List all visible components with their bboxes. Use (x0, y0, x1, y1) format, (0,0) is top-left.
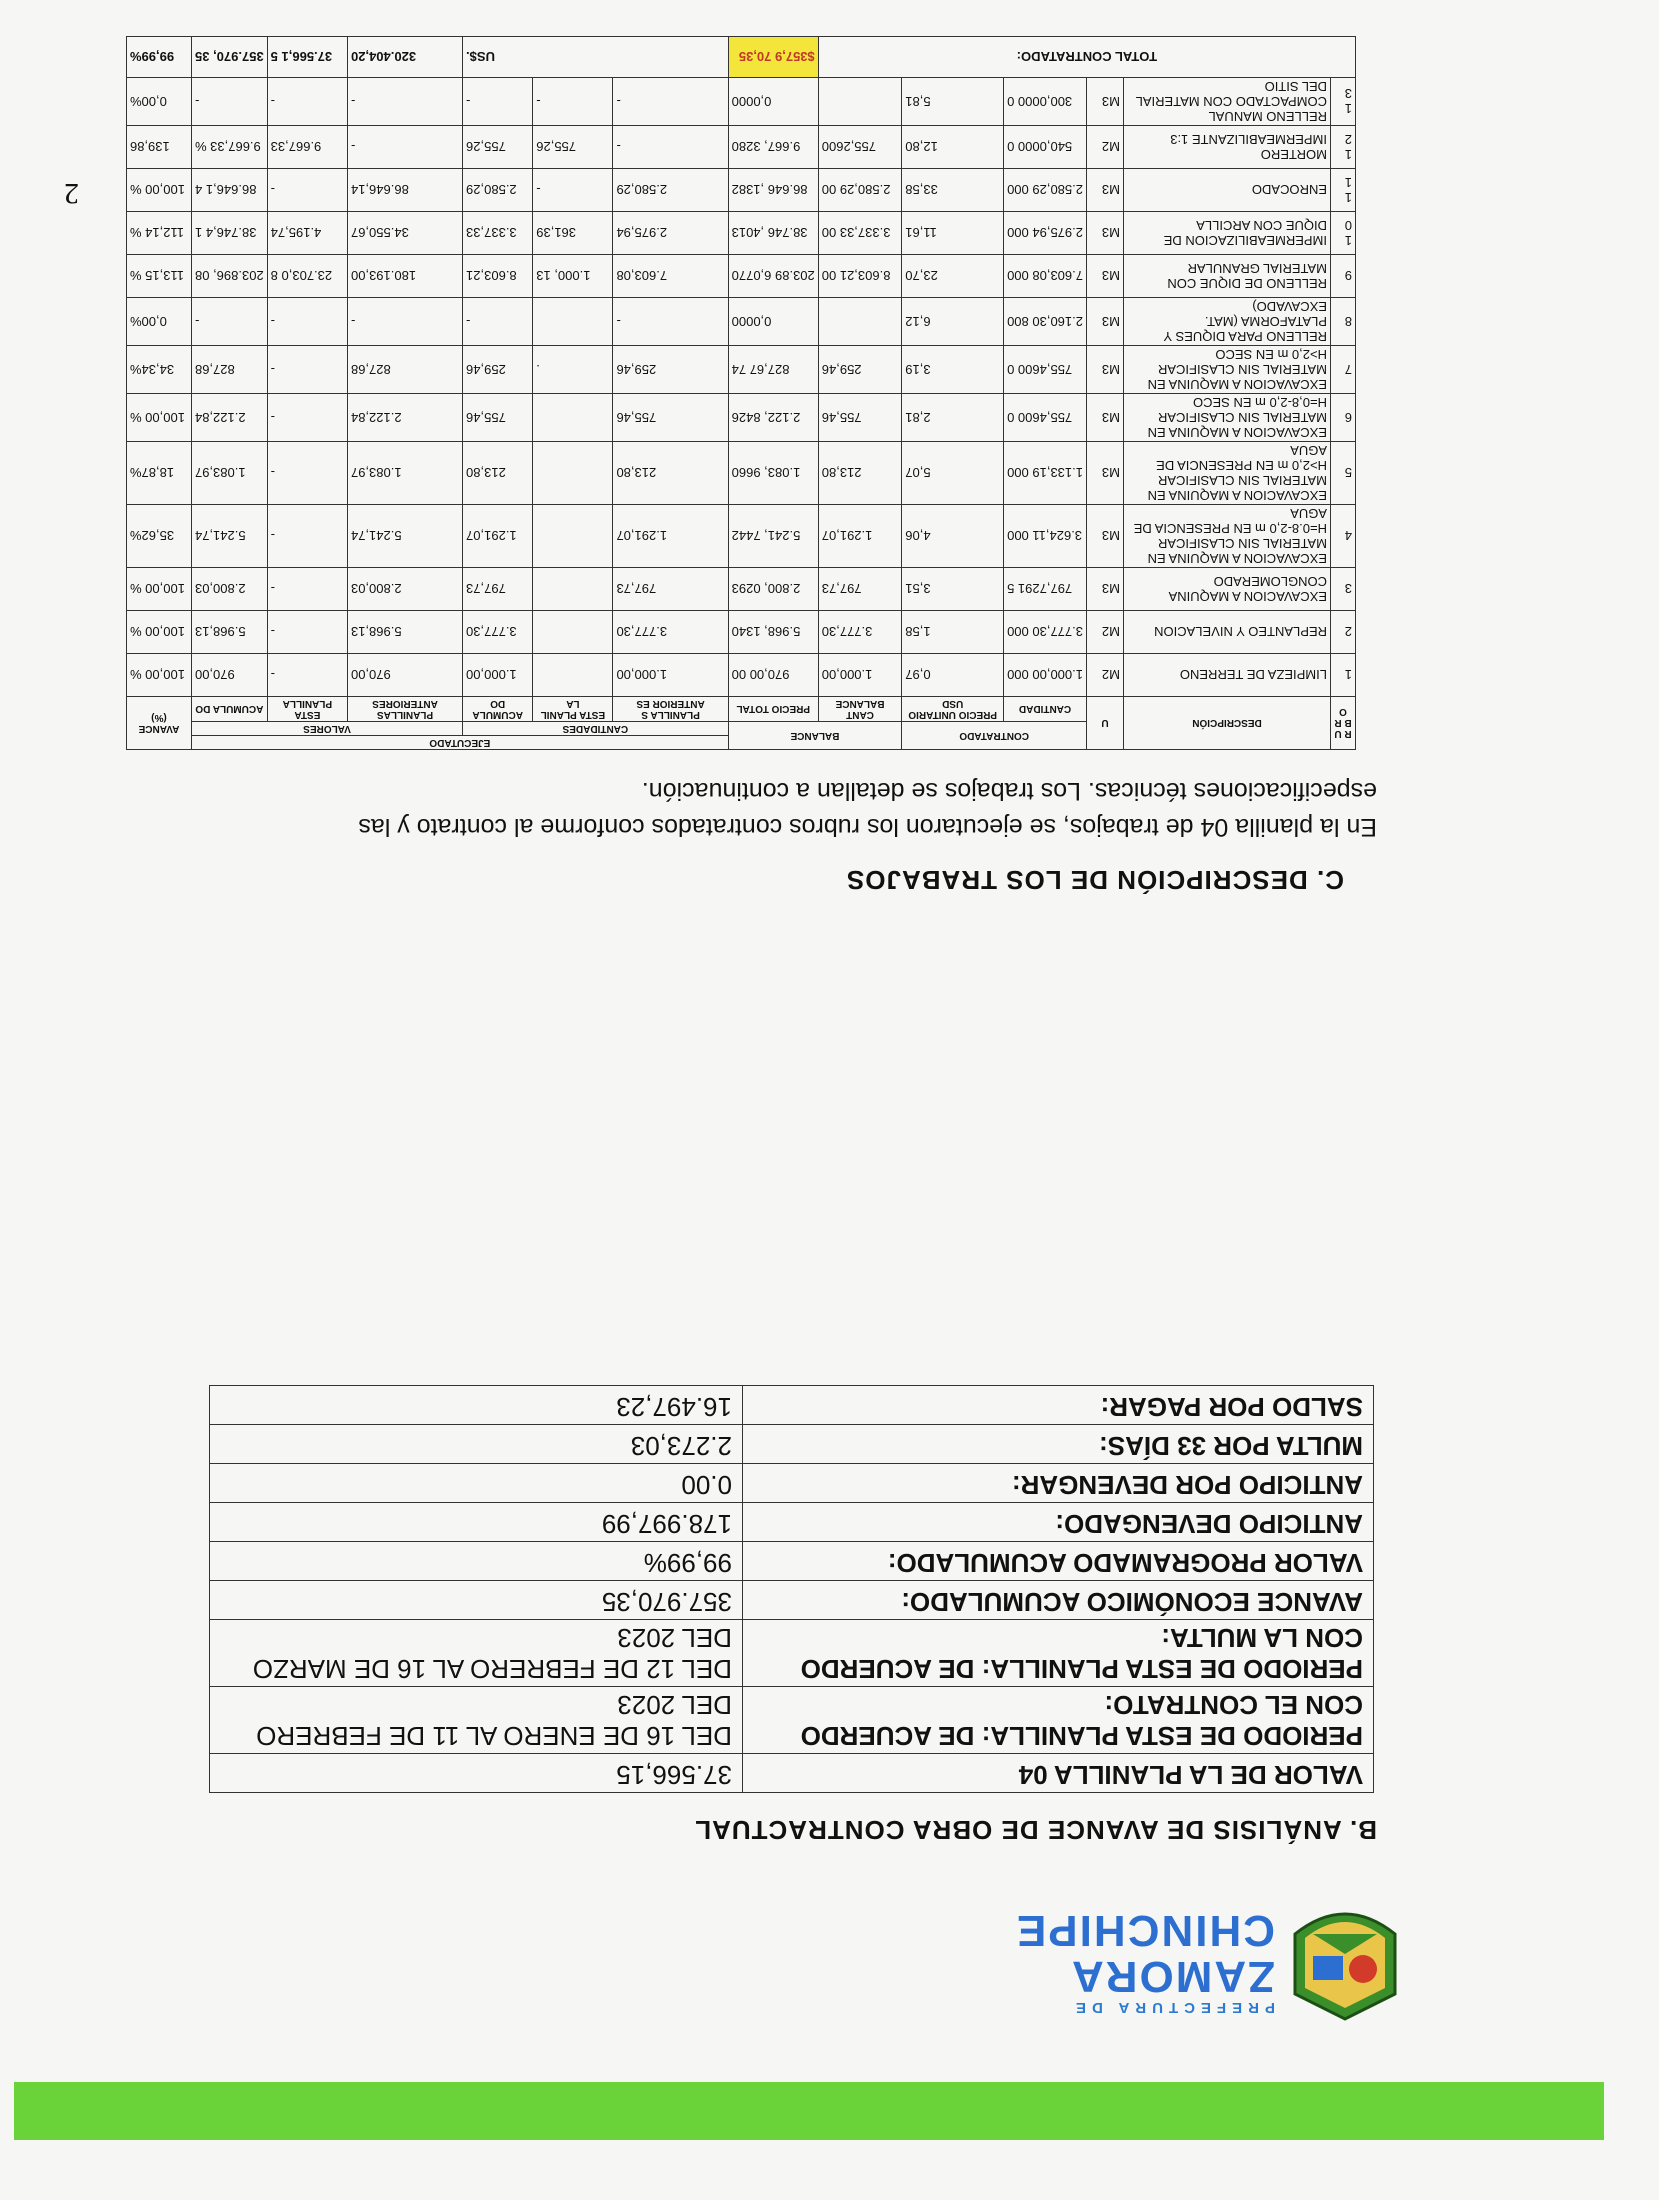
rubro-description: IMPERMEABILIZACION DE DIQUE CON ARCILLA (1124, 212, 1331, 255)
value-this: - (267, 442, 347, 505)
value-this: - (267, 568, 347, 611)
rubro-description: EXCAVACION A MAQUINA EN MATERIAL SIN CLASIFICAR H>2,0 m EN PRESENCIA DE AGUA (1124, 442, 1331, 505)
rubro-unit: M3 (1087, 442, 1124, 505)
unit-price: 12,80 (902, 126, 1004, 169)
rubro-description: ENROCADO (1124, 169, 1331, 212)
value-previous: 180.193,00 (348, 255, 463, 298)
qty-this: . (533, 346, 613, 394)
contracted-quantity: 755,4600 0 (1004, 394, 1087, 442)
summary-label: ANTICIPO DEVENGADO: (743, 1503, 1374, 1542)
summary-row (210, 1542, 1374, 1581)
table-row (127, 442, 1356, 505)
rubro-unit: M2 (1087, 611, 1124, 654)
logo-small-text: PREFECTURA DE (1070, 1999, 1275, 2016)
contracted-quantity: 3.624,11 000 (1004, 505, 1087, 568)
rubro-number: 1 2 (1331, 126, 1356, 169)
total-price: 86.646 ,1382 (728, 169, 818, 212)
summary-value: DEL 12 DE FEBRERO AL 16 DE MARZO DEL 2023 (210, 1620, 743, 1687)
qty-accumulated: 797,73 (463, 568, 533, 611)
unit-price: 11,61 (902, 212, 1004, 255)
contracted-quantity: 540,0000 0 (1004, 126, 1087, 169)
total-price: 0,0000 (728, 78, 818, 126)
progress-percent: 100,00 % (127, 169, 192, 212)
qty-this (533, 611, 613, 654)
value-accumulated: 2.122,84 (192, 394, 268, 442)
summary-row (210, 1581, 1374, 1620)
summary-value: 357.970,35 (210, 1581, 743, 1620)
qty-previous: 797,73 (613, 568, 728, 611)
total-highlight: $357,9 70,35 (728, 37, 818, 78)
summary-row (210, 1464, 1374, 1503)
qty-previous: - (613, 78, 728, 126)
contracted-quantity: 797,7291 5 (1004, 568, 1087, 611)
qty-previous: 259,46 (613, 346, 728, 394)
total-price: 203.89 6,0770 (728, 255, 818, 298)
value-accumulated: 2.800,03 (192, 568, 268, 611)
qty-this: 1.000, 13 (533, 255, 613, 298)
rubro-description: EXCAVACION A MAQUINA CONGLOMERADO (1124, 568, 1331, 611)
value-previous: - (348, 126, 463, 169)
unit-price: 1,58 (902, 611, 1004, 654)
summary-value: 178.997,99 (210, 1503, 743, 1542)
table-row (127, 78, 1356, 126)
value-accumulated: 5.241,74 (192, 505, 268, 568)
unit-price: 6,12 (902, 298, 1004, 346)
rubro-unit: M3 (1087, 169, 1124, 212)
total-anteriores: 320.404,20 (348, 37, 463, 78)
table-row (127, 568, 1356, 611)
balance-quantity: 755,46 (818, 394, 902, 442)
value-this: - (267, 169, 347, 212)
qty-this: - (533, 78, 613, 126)
header-precio-unitario: PRECIO UNITARIO USD (902, 697, 1004, 722)
total-price: 2.800, 0293 (728, 568, 818, 611)
rubro-unit: M3 (1087, 568, 1124, 611)
value-this: - (267, 78, 347, 126)
qty-accumulated: 2.580,29 (463, 169, 533, 212)
rubro-unit: M3 (1087, 394, 1124, 442)
summary-label: VALOR PROGRAMADO ACUMULADO: (743, 1542, 1374, 1581)
rubro-description: EXCAVACION A MAQUINA EN MATERIAL SIN CLASIFICAR H=0,8-2,0 m EN SECO (1124, 394, 1331, 442)
summary-label: VALOR DE LA PLANILLA 04 (743, 1754, 1374, 1793)
rubro-number: 1 (1331, 654, 1356, 697)
prefectura-logo (1014, 1894, 1405, 2024)
rubro-number: 5 (1331, 442, 1356, 505)
balance-quantity: 797,73 (818, 568, 902, 611)
header-planillas-anteriores: PLANILLA S ANTERIOR ES (613, 697, 728, 722)
works-table (126, 36, 1356, 750)
summary-row (210, 1620, 1374, 1687)
rubro-number: 1 1 (1331, 169, 1356, 212)
value-previous: 2.800,03 (348, 568, 463, 611)
qty-previous: 1.000,00 (613, 654, 728, 697)
qty-accumulated: - (463, 78, 533, 126)
value-this: - (267, 394, 347, 442)
total-price: 0,0000 (728, 298, 818, 346)
value-accumulated: 203.896, 08 (192, 255, 268, 298)
contracted-quantity: 2.580,29 000 (1004, 169, 1087, 212)
header-acumulado: ACUMULA DO (463, 697, 533, 722)
qty-previous: 1.291,07 (613, 505, 728, 568)
total-price: 1.083, 9660 (728, 442, 818, 505)
unit-price: 2,81 (902, 394, 1004, 442)
balance-quantity: 755,2600 (818, 126, 902, 169)
rubro-description: LIMPIEZA DE TERRENO (1124, 654, 1331, 697)
balance-quantity: 3.777,30 (818, 611, 902, 654)
value-accumulated: 970,00 (192, 654, 268, 697)
value-previous: 827,68 (348, 346, 463, 394)
value-previous: 5.241,74 (348, 505, 463, 568)
value-this: 4.195,74 (267, 212, 347, 255)
rubro-description: MORTERO IMPERMEABILIZANTE 1:3 (1124, 126, 1331, 169)
header-contratado: CONTRATADO (902, 722, 1087, 750)
total-price: 970,00 00 (728, 654, 818, 697)
summary-label: MULTA POR 33 DÍAS: (743, 1425, 1374, 1464)
rubro-unit: M2 (1087, 654, 1124, 697)
qty-this: 755,26 (533, 126, 613, 169)
header-cantidades: CANTIDADES (463, 722, 729, 736)
balance-quantity: 213,80 (818, 442, 902, 505)
qty-accumulated: 8.603,21 (463, 255, 533, 298)
qty-accumulated: 3.777,30 (463, 611, 533, 654)
progress-percent: 100,00 % (127, 394, 192, 442)
value-accumulated: 38.746,4 1 (192, 212, 268, 255)
qty-this (533, 654, 613, 697)
table-row (127, 654, 1356, 697)
total-price: 2.122, 8426 (728, 394, 818, 442)
header-descripcion: DESCRIPCIÓN (1124, 697, 1331, 750)
rubro-number: 1 0 (1331, 212, 1356, 255)
value-previous: 2.122,84 (348, 394, 463, 442)
progress-summary-table (209, 1385, 1374, 1793)
progress-percent: 34,34% (127, 346, 192, 394)
summary-value: 2.273,03 (210, 1425, 743, 1464)
balance-quantity: 1.000,00 (818, 654, 902, 697)
rubro-description: RELLENO PARA DIQUES Y PLATAFORMA (MAT. EXCAVADO) (1124, 298, 1331, 346)
header-esta-planilla-valores: ESTA PLANILLA (267, 697, 347, 722)
contracted-quantity: 7.603,08 000 (1004, 255, 1087, 298)
rubro-number: 8 (1331, 298, 1356, 346)
qty-accumulated: 1.000,00 (463, 654, 533, 697)
progress-percent: 100,00 % (127, 611, 192, 654)
qty-this (533, 568, 613, 611)
contracted-quantity: 2.975,94 000 (1004, 212, 1087, 255)
table-row (127, 255, 1356, 298)
qty-previous: 2.580,29 (613, 169, 728, 212)
header-u: U (1087, 697, 1124, 750)
coat-of-arms-icon (1285, 1894, 1405, 2024)
rubro-number: 6 (1331, 394, 1356, 442)
summary-label: SALDO POR PAGAR: (743, 1386, 1374, 1425)
header-avance: AVANCE (%) (127, 697, 192, 750)
balance-quantity: 2.580,29 00 (818, 169, 902, 212)
summary-value: 37.566,15 (210, 1754, 743, 1793)
qty-accumulated: 213,80 (463, 442, 533, 505)
total-price: 5.241, 7442 (728, 505, 818, 568)
section-c-title: C. DESCRIPCIÓN DE LOS TRABAJOS (845, 865, 1344, 895)
summary-value: 16.497,23 (210, 1386, 743, 1425)
logo-line2: CHINCHIPE (1014, 1906, 1275, 1955)
total-acumulado: 357.970, 35 (192, 37, 268, 78)
value-accumulated: 86.646,1 4 (192, 169, 268, 212)
rubro-description: RELLENO DE DIQUE CON MATERIAL GRANULAR (1124, 255, 1331, 298)
value-accumulated: 9.667,33 % (192, 126, 268, 169)
balance-quantity: 3.337,33 00 (818, 212, 902, 255)
value-previous: 34.550,67 (348, 212, 463, 255)
value-previous: - (348, 78, 463, 126)
total-price: 9.667, 3280 (728, 126, 818, 169)
value-accumulated: 827,68 (192, 346, 268, 394)
rubro-unit: M3 (1087, 255, 1124, 298)
summary-value: DEL 16 DE ENERO AL 11 DE FEBRERO DEL 2023 (210, 1687, 743, 1754)
page-number: 2 (64, 177, 79, 210)
value-this: - (267, 346, 347, 394)
unit-price: 4,06 (902, 505, 1004, 568)
summary-row (210, 1754, 1374, 1793)
progress-percent: 35,62% (127, 505, 192, 568)
total-price: 827,67 74 (728, 346, 818, 394)
progress-percent: 0,00% (127, 298, 192, 346)
progress-percent: 112,14 % (127, 212, 192, 255)
section-c-intro: En la planilla 04 de trabajos, se ejecutaron los rubros contratados conforme al contrato y las especificaciones técnicas. Los trabajos se detallan a continuación. (358, 777, 1377, 841)
summary-value: 0.00 (210, 1464, 743, 1503)
header-cant-balance: CANT BALANCE (818, 697, 902, 722)
rubro-unit: M3 (1087, 78, 1124, 126)
qty-this (533, 298, 613, 346)
table-row (127, 212, 1356, 255)
contracted-quantity: 1.133,19 000 (1004, 442, 1087, 505)
value-this: 23.703,0 8 (267, 255, 347, 298)
header-planillas-anteriores-valores: PLANILLAS ANTERIORES (348, 697, 463, 722)
value-accumulated: 5.968,13 (192, 611, 268, 654)
qty-previous: 2.975,94 (613, 212, 728, 255)
qty-this (533, 394, 613, 442)
contracted-quantity: 2.160,30 800 (1004, 298, 1087, 346)
value-previous: 5.968,13 (348, 611, 463, 654)
table-row (127, 394, 1356, 442)
summary-label: AVANCE ECONÓMICO ACUMULADO: (743, 1581, 1374, 1620)
progress-percent: 0,00% (127, 78, 192, 126)
summary-label: ANTICIPO POR DEVENGAR: (743, 1464, 1374, 1503)
value-previous: 1.083,97 (348, 442, 463, 505)
balance-quantity: 259,46 (818, 346, 902, 394)
rubro-description: RELLENO MANUAL COMPACTADO CON MATERIAL DEL SITIO (1124, 78, 1331, 126)
qty-previous: - (613, 298, 728, 346)
rubro-number: 1 3 (1331, 78, 1356, 126)
total-currency: US$. (463, 37, 729, 78)
total-price: 38.746 ,4013 (728, 212, 818, 255)
total-label: TOTAL CONTRATADO: (818, 37, 1355, 78)
qty-previous: 7.603,08 (613, 255, 728, 298)
table-row (127, 611, 1356, 654)
contracted-quantity: 1.000,00 000 (1004, 654, 1087, 697)
contracted-quantity: 755,4600 0 (1004, 346, 1087, 394)
value-this: - (267, 654, 347, 697)
total-row (127, 37, 1356, 78)
qty-this (533, 505, 613, 568)
header-rubro: R U B R O (1331, 697, 1356, 750)
qty-previous: - (613, 126, 728, 169)
header-balance: BALANCE (728, 722, 902, 750)
qty-accumulated: 259,46 (463, 346, 533, 394)
header-esta-planilla: ESTA PLANIL LA (533, 697, 613, 722)
value-accumulated: - (192, 298, 268, 346)
qty-previous: 755,46 (613, 394, 728, 442)
header-acumulado-valores: ACUMULA DO (192, 697, 268, 722)
rubro-number: 3 (1331, 568, 1356, 611)
table-row (127, 126, 1356, 169)
header-cantidad: CANTIDAD (1004, 697, 1087, 722)
value-accumulated: 1.083,97 (192, 442, 268, 505)
footer-green-bar (14, 2082, 1604, 2140)
unit-price: 3,51 (902, 568, 1004, 611)
summary-label: PERIODO DE ESTA PLANILLA: DE ACUERDO CON LA MULTA: (743, 1620, 1374, 1687)
balance-quantity: 8.603,21 00 (818, 255, 902, 298)
unit-price: 5,07 (902, 442, 1004, 505)
summary-row (210, 1503, 1374, 1542)
qty-this (533, 442, 613, 505)
rubro-unit: M3 (1087, 505, 1124, 568)
header-ejecutado: EJECUTADO (192, 736, 729, 750)
qty-accumulated: 1.291,07 (463, 505, 533, 568)
unit-price: 3,19 (902, 346, 1004, 394)
rubro-description: EXCAVACION A MAQUINA EN MATERIAL SIN CLASIFICAR H=0.8-2,0 m EN PRESENCIA DE AGUA (1124, 505, 1331, 568)
qty-previous: 3.777,30 (613, 611, 728, 654)
qty-accumulated: 3.337,33 (463, 212, 533, 255)
value-previous: - (348, 298, 463, 346)
summary-row (210, 1386, 1374, 1425)
rubro-number: 9 (1331, 255, 1356, 298)
table-row (127, 346, 1356, 394)
summary-label: PERIODO DE ESTA PLANILLA: DE ACUERDO CON EL CONTRATO: (743, 1687, 1374, 1754)
balance-quantity: 1.291,07 (818, 505, 902, 568)
header-valores: VALORES (192, 722, 463, 736)
contracted-quantity: 3.777,30 000 (1004, 611, 1087, 654)
logo-line1: ZAMORA (1069, 1952, 1275, 2001)
rubro-unit: M3 (1087, 298, 1124, 346)
section-b-title: B. ANÁLISIS DE AVANCE DE OBRA CONTRACTUAL (694, 1815, 1377, 1845)
unit-price: 0,97 (902, 654, 1004, 697)
summary-row (210, 1425, 1374, 1464)
qty-previous: 213,80 (613, 442, 728, 505)
value-this: 9.667,33 (267, 126, 347, 169)
contracted-quantity: 300,0000 0 (1004, 78, 1087, 126)
table-row (127, 298, 1356, 346)
rubro-unit: M2 (1087, 126, 1124, 169)
summary-value: 99,99% (210, 1542, 743, 1581)
summary-row (210, 1687, 1374, 1754)
qty-accumulated: 755,46 (463, 394, 533, 442)
value-this: - (267, 611, 347, 654)
balance-quantity (818, 78, 902, 126)
rubro-unit: M3 (1087, 346, 1124, 394)
value-this: - (267, 298, 347, 346)
unit-price: 5,81 (902, 78, 1004, 126)
value-this: - (267, 505, 347, 568)
table-row (127, 169, 1356, 212)
value-accumulated: - (192, 78, 268, 126)
rubro-description: EXCAVACION A MAQUINA EN MATERIAL SIN CLASIFICAR H>2,0 m EN SECO (1124, 346, 1331, 394)
rubro-description: REPLANTEO Y NIVELACION (1124, 611, 1331, 654)
unit-price: 23,70 (902, 255, 1004, 298)
total-price: 5.968, 1340 (728, 611, 818, 654)
rubro-unit: M3 (1087, 212, 1124, 255)
qty-this: - (533, 169, 613, 212)
qty-accumulated: 755,26 (463, 126, 533, 169)
total-esta: 37.566,1 5 (267, 37, 347, 78)
rubro-number: 7 (1331, 346, 1356, 394)
unit-price: 33,58 (902, 169, 1004, 212)
value-previous: 970,00 (348, 654, 463, 697)
progress-percent: 18,87% (127, 442, 192, 505)
progress-percent: 100,00 % (127, 654, 192, 697)
table-row (127, 505, 1356, 568)
balance-quantity (818, 298, 902, 346)
qty-this: 361,39 (533, 212, 613, 255)
value-previous: 86.646,14 (348, 169, 463, 212)
progress-percent: 139,86 (127, 126, 192, 169)
rubro-number: 4 (1331, 505, 1356, 568)
rubro-number: 2 (1331, 611, 1356, 654)
total-avance: 99,99% (127, 37, 192, 78)
header-precio-total: PRECIO TOTAL (728, 697, 818, 722)
qty-accumulated: - (463, 298, 533, 346)
progress-percent: 113,15 % (127, 255, 192, 298)
progress-percent: 100,00 % (127, 568, 192, 611)
